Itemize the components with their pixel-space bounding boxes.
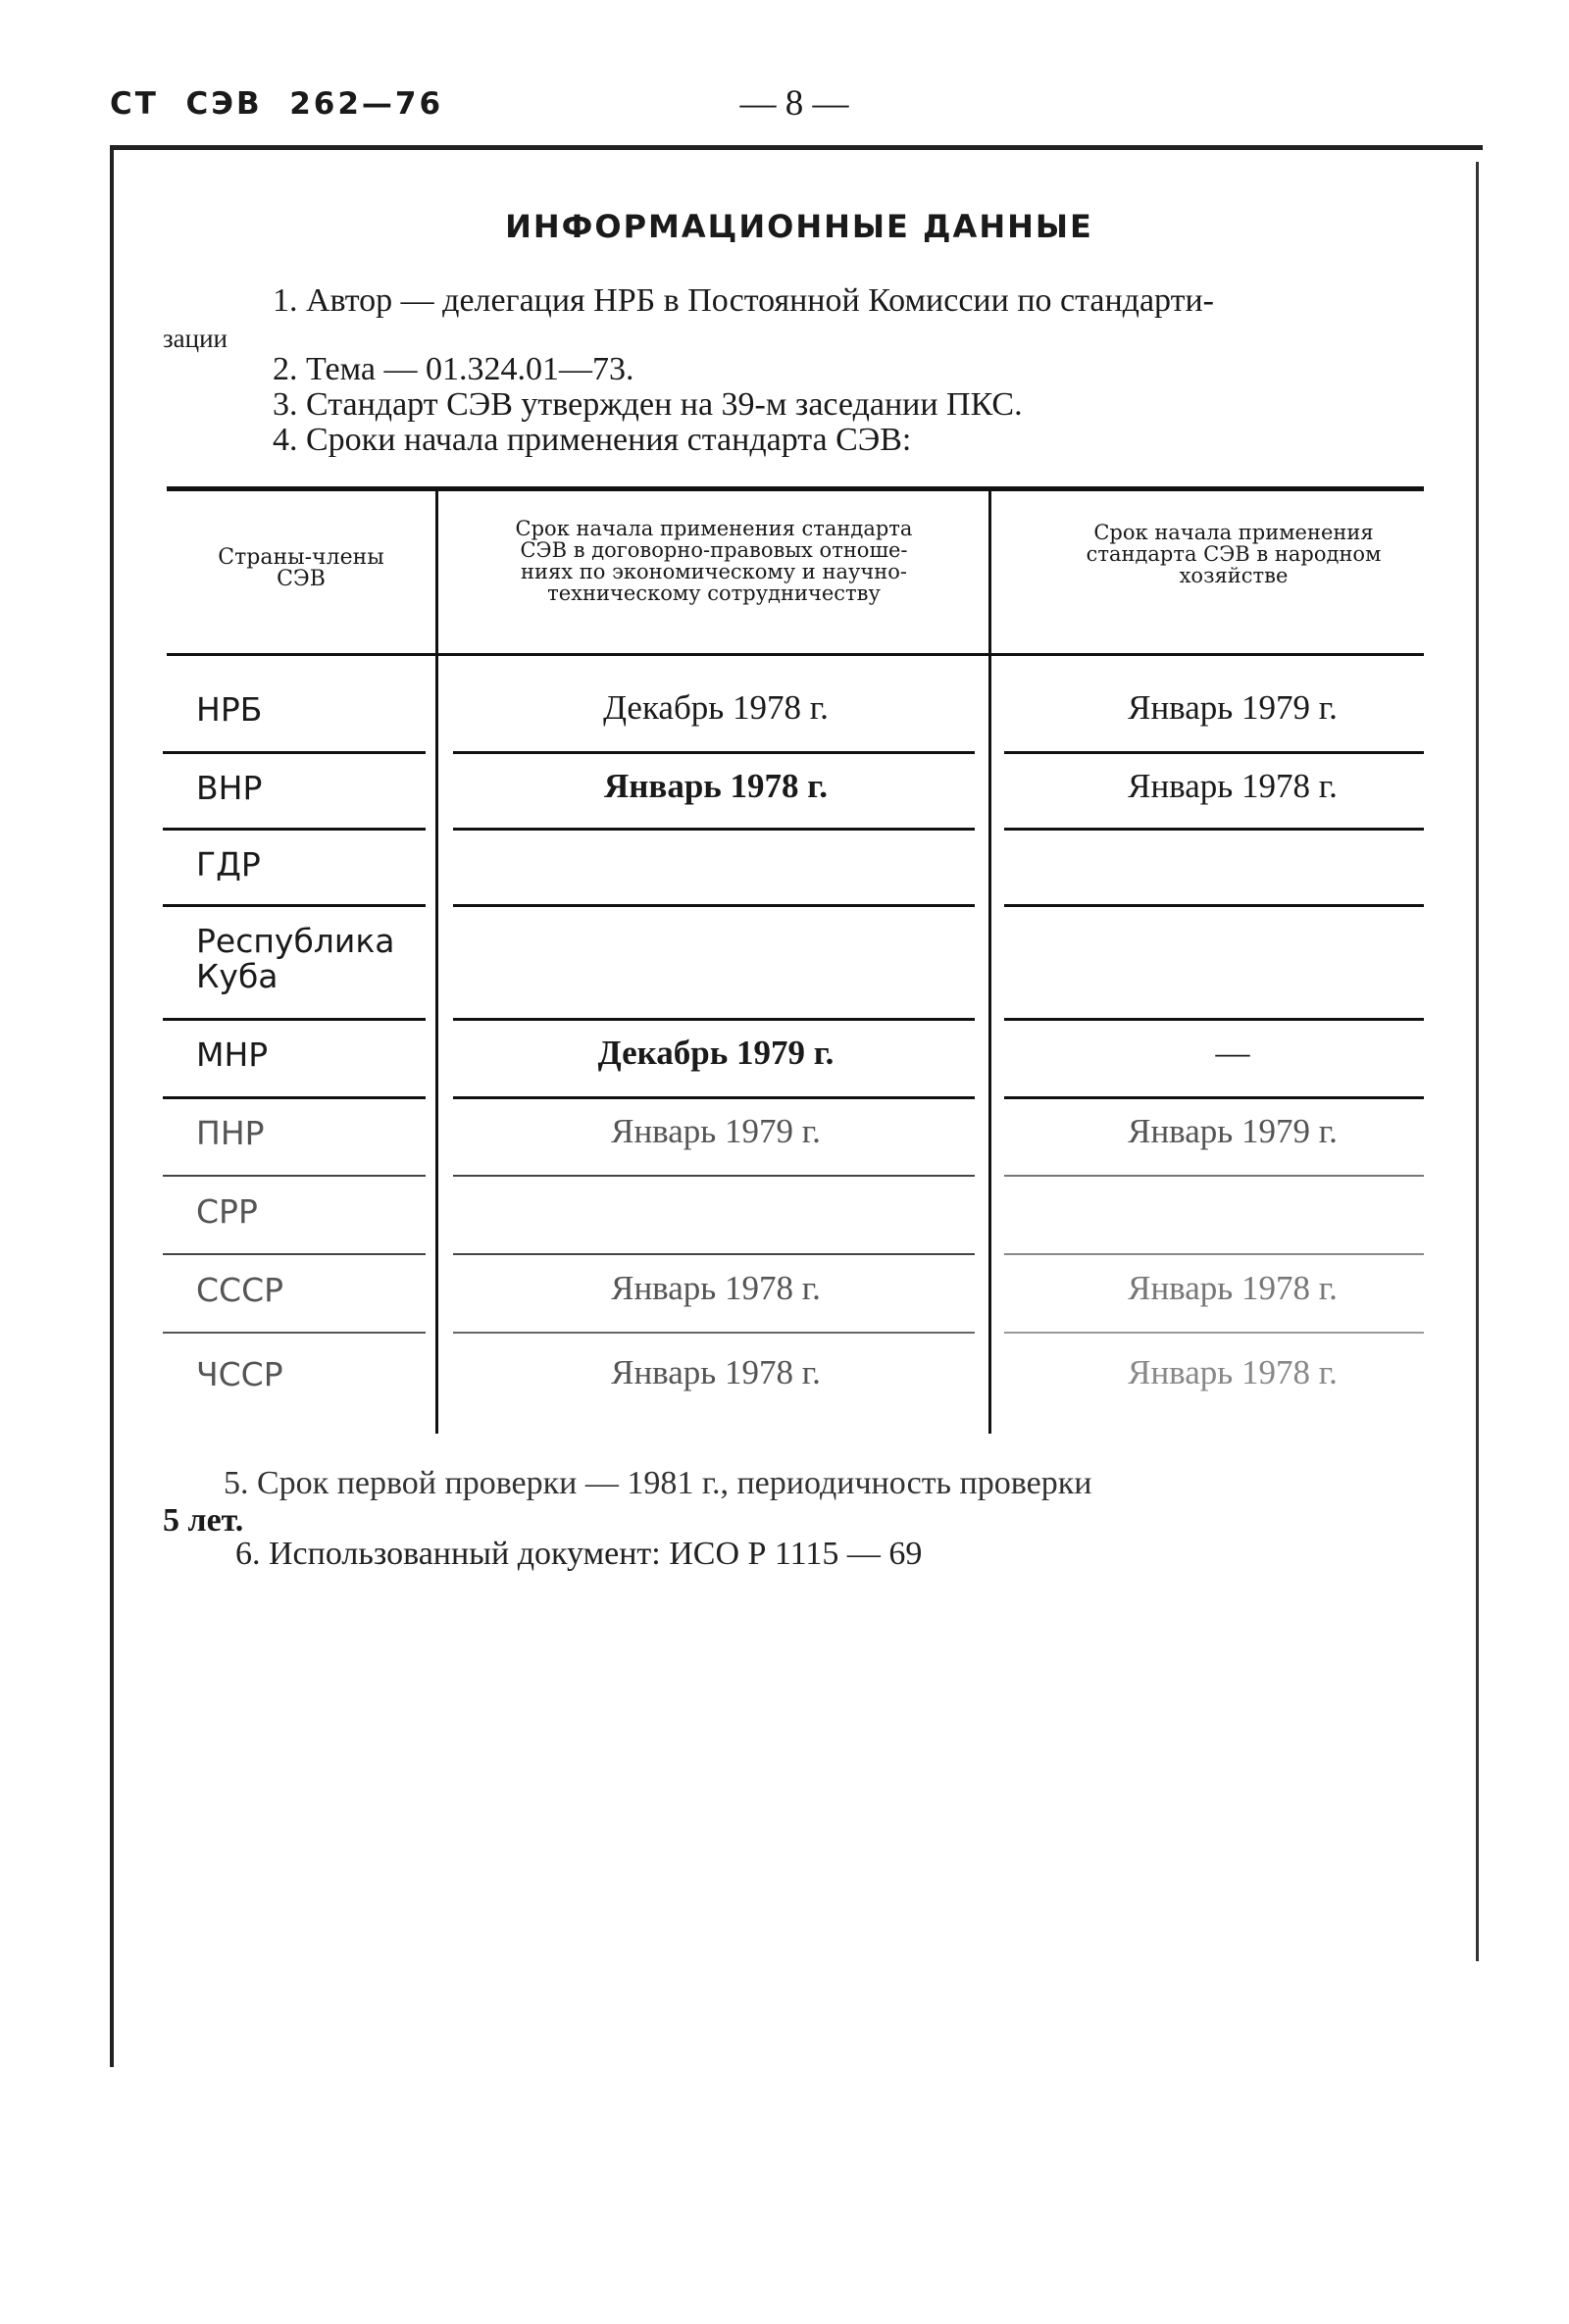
national-date-cell: Январь 1978 г. [1128, 767, 1338, 805]
country-cell: СРР [196, 1192, 258, 1231]
country-cell: ПНР [196, 1114, 265, 1152]
frame-left-border [110, 145, 114, 2067]
national-date-cell: Январь 1978 г. [1128, 1353, 1338, 1391]
frame-right-border [1476, 162, 1479, 1961]
table-top-rule [167, 486, 1424, 491]
frame-top-border [110, 145, 1483, 150]
row-rule [163, 1175, 426, 1177]
row-rule [453, 1253, 975, 1255]
contract-date-cell: Декабрь 1978 г. [603, 688, 829, 727]
section-title: ИНФОРМАЦИОННЫЕ ДАННЫЕ [505, 208, 1093, 245]
header-contract-line-1: Срок начала применения стандарта [515, 517, 913, 540]
item-1-line-1: 1. Автор — делегация НРБ в Постоянной Комиссии по стандарти- [273, 282, 1214, 319]
header-contract-line-4: техническому сотрудничеству [547, 581, 881, 605]
item-6: 6. Использованный документ: ИСО Р 1115 — 69 [235, 1536, 923, 1572]
row-rule [1004, 1253, 1424, 1255]
row-rule [453, 1332, 975, 1334]
row-rule [453, 1096, 975, 1099]
contract-date-cell: Декабрь 1979 г. [597, 1034, 835, 1072]
item-3: 3. Стандарт СЭВ утвержден на 39-м заседании ПКС. [273, 386, 1023, 423]
item-5-line-2: 5 лет. [163, 1502, 244, 1539]
row-rule [163, 751, 426, 754]
header-contract-line-2: СЭВ в договорно-правовых отноше- [520, 538, 908, 562]
header-countries-line-1: Страны-члены [218, 545, 384, 570]
row-rule [163, 1096, 426, 1099]
national-date-cell: — [1215, 1034, 1250, 1072]
contract-date-cell: Январь 1978 г. [603, 767, 828, 805]
header-national-line-3: хозяйстве [1179, 564, 1289, 587]
row-rule [453, 1175, 975, 1177]
national-date-cell: Январь 1978 г. [1128, 1269, 1338, 1307]
header-contract-line-3: ниях по экономическому и научно- [521, 560, 907, 583]
country-cell: МНР [196, 1036, 269, 1074]
row-rule [1004, 1175, 1424, 1177]
row-rule [163, 828, 426, 831]
country-cell: Республика Куба [196, 922, 395, 995]
row-rule [453, 1018, 975, 1021]
row-rule [163, 904, 426, 907]
national-date-cell: Январь 1979 г. [1128, 688, 1338, 727]
header-national-date [994, 522, 1473, 586]
table-column-divider-2 [988, 490, 991, 1434]
item-2: 2. Тема — 01.324.01—73. [273, 351, 634, 387]
row-rule [453, 828, 975, 831]
row-rule [1004, 1332, 1424, 1334]
header-countries [173, 547, 430, 590]
country-cell: НРБ [196, 690, 263, 729]
row-rule [163, 1253, 426, 1255]
row-rule [1004, 904, 1424, 907]
country-cell: ЧССР [196, 1355, 283, 1393]
row-rule [163, 1018, 426, 1021]
row-rule [1004, 1096, 1424, 1099]
document-code: СТ СЭВ 262—76 [110, 86, 444, 122]
national-date-cell: Январь 1979 г. [1128, 1112, 1338, 1150]
row-rule [1004, 1018, 1424, 1021]
header-contract-date [443, 518, 985, 604]
table-column-divider-1 [435, 490, 438, 1434]
row-rule [453, 904, 975, 907]
header-countries-line-2: СЭВ [277, 567, 326, 591]
row-rule [1004, 751, 1424, 754]
row-rule [453, 751, 975, 754]
country-cell: СССР [196, 1271, 284, 1309]
row-rule [163, 1332, 426, 1334]
item-4: 4. Сроки начала применения стандарта СЭВ: [273, 422, 912, 458]
item-5-line-1: 5. Срок первой проверки — 1981 г., периодичность проверки [224, 1465, 1092, 1501]
contract-date-cell: Январь 1978 г. [611, 1269, 821, 1307]
page-number: — 8 — [739, 83, 849, 124]
contract-date-cell: Январь 1979 г. [611, 1112, 821, 1150]
country-cell: ГДР [196, 845, 261, 884]
country-cell: ВНР [196, 769, 263, 807]
row-rule [1004, 828, 1424, 831]
contract-date-cell: Январь 1978 г. [611, 1353, 821, 1391]
table-header-rule [167, 653, 1424, 656]
item-1-line-2: зации [163, 324, 228, 353]
header-national-line-1: Срок начала применения [1093, 521, 1374, 544]
header-national-line-2: стандарта СЭВ в народном [1086, 542, 1382, 566]
